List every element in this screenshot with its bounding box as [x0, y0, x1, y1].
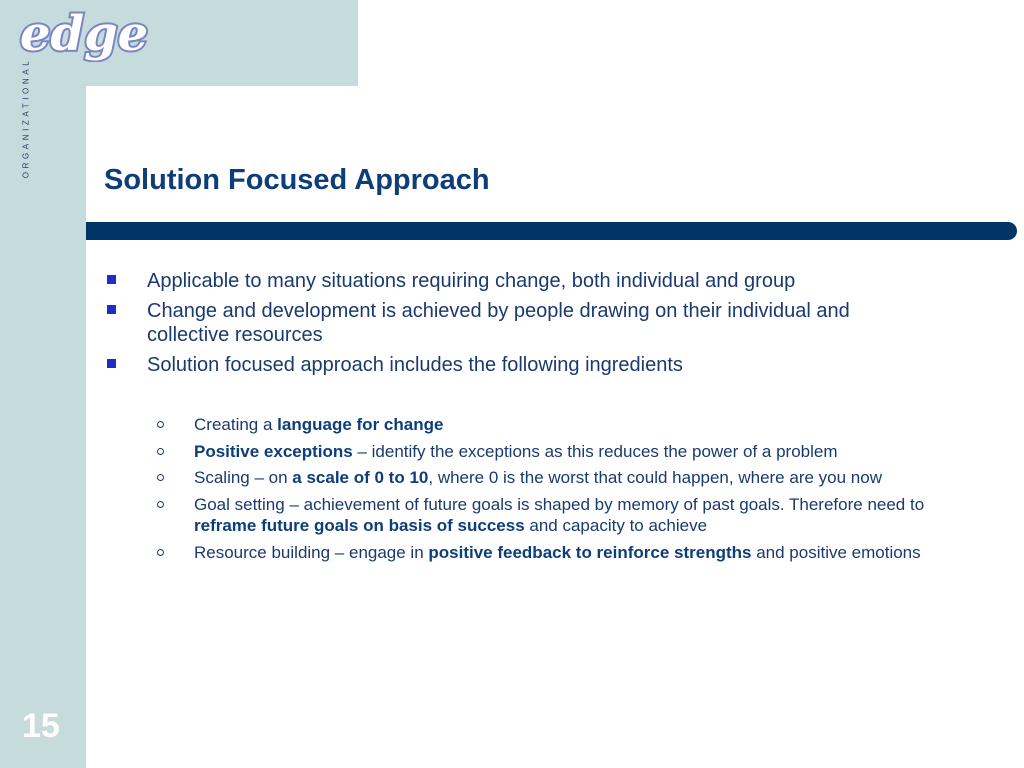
ingredient-text: – identify the exceptions as this reduces the power of a problem [352, 441, 838, 461]
ingredient-item [156, 441, 956, 463]
bullet-text: Change and development is achieved by people drawing on their individual and collective resources [147, 300, 850, 346]
side-panel [0, 0, 86, 768]
organizational-label: ORGANIZATIONAL [21, 57, 31, 179]
bullet-text: Solution focused approach includes the following ingredients [147, 354, 683, 376]
bullet-item [104, 299, 924, 347]
bullet-item [104, 353, 924, 377]
circle-bullet-icon [157, 501, 164, 508]
square-bullet-icon [107, 359, 116, 368]
ingredient-text: Scaling – on [194, 468, 293, 487]
ingredient-emphasis: positive feedback to reinforce strengths [428, 542, 752, 562]
ingredient-text: , where 0 is the worst that could happen, where are you now [428, 468, 882, 487]
ingredients-list [156, 414, 956, 568]
circle-bullet-icon [157, 549, 164, 556]
logo-text: edge [20, 6, 149, 62]
ingredient-emphasis: language for change [277, 415, 444, 434]
square-bullet-icon [107, 275, 116, 284]
edge-logo [18, 4, 163, 62]
main-bullet-list [104, 269, 924, 383]
ingredient-text: and capacity to achieve [524, 516, 708, 535]
page-number: 15 [22, 707, 60, 745]
ingredient-text: Resource building – engage in [194, 542, 429, 562]
title-bar-shape [86, 222, 1017, 240]
ingredient-item [156, 467, 956, 489]
ingredient-emphasis: reframe future goals on basis of success [194, 516, 525, 535]
square-bullet-icon [107, 305, 116, 314]
circle-bullet-icon [157, 421, 164, 428]
ingredient-text: Goal setting – achievement of future goals is shaped by memory of past goals. Therefore need to [194, 494, 925, 514]
ingredient-item [156, 414, 956, 436]
ingredient-text: and positive emotions [751, 542, 921, 562]
ingredient-emphasis: a scale of 0 to 10 [292, 468, 429, 487]
bullet-item [104, 269, 924, 293]
ingredient-item [156, 542, 956, 564]
slide-title: Solution Focused Approach [104, 164, 490, 196]
ingredient-emphasis: Positive exceptions [194, 441, 353, 461]
circle-bullet-icon [157, 448, 164, 455]
ingredient-item [156, 494, 956, 537]
circle-bullet-icon [157, 474, 164, 481]
bullet-text: Applicable to many situations requiring change, both individual and group [147, 270, 796, 292]
ingredient-text: Creating a [194, 415, 278, 434]
title-divider-bar [86, 222, 1024, 240]
